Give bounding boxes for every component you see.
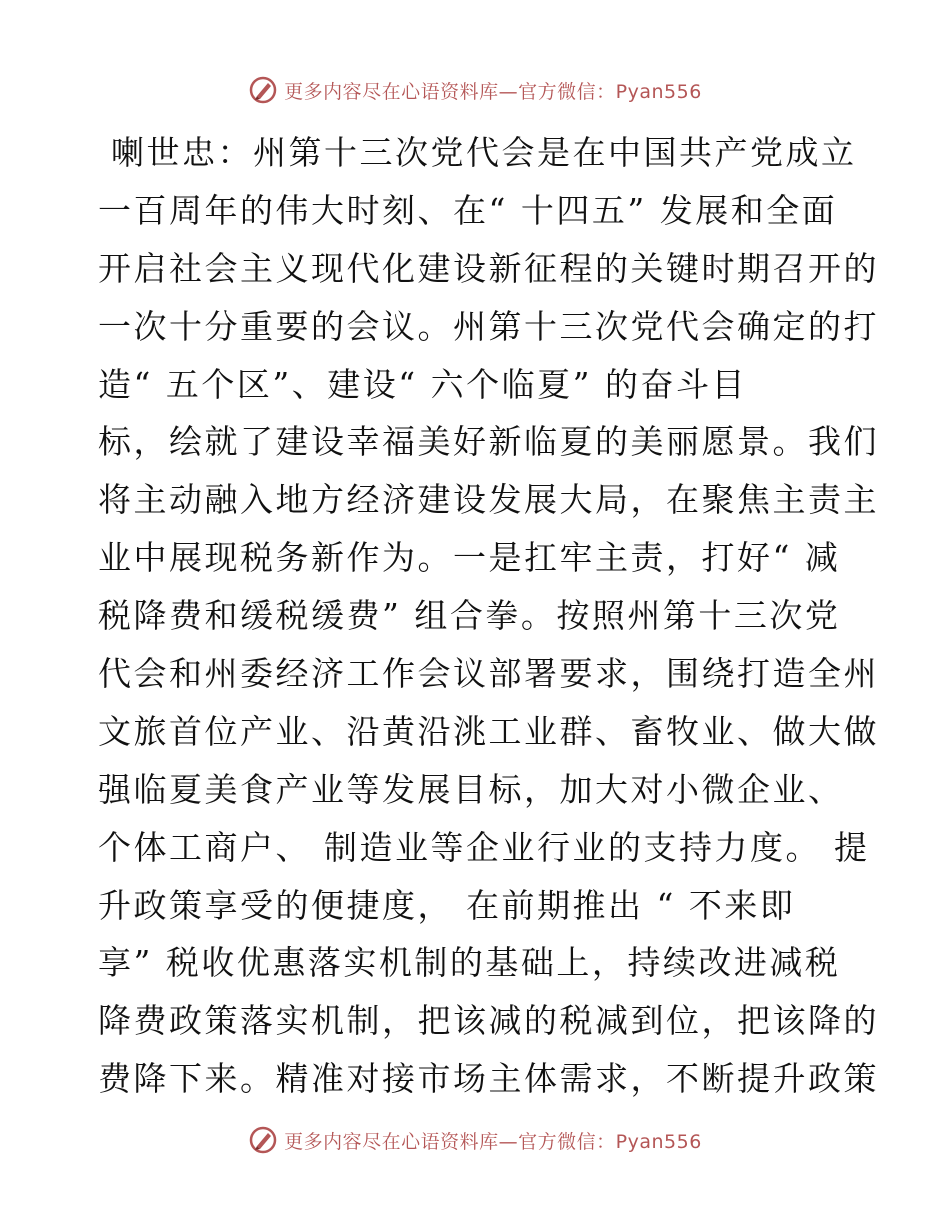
- text-line: 强临夏美食产业等发展目标，加大对小微企业、: [98, 769, 844, 809]
- text-line: 一次十分重要的会议。州第十三次党代会确定的打: [98, 306, 879, 346]
- watermark-text: 更多内容尽在心语资料库—官方微信：Pyan556: [284, 80, 702, 103]
- text-line: 造“ 五个区”、建设“ 六个临夏” 的奋斗目: [98, 364, 747, 404]
- footer-watermark: [0, 1120, 950, 1160]
- text-line: 代会和州委经济工作会议部署要求，围绕打造全州: [98, 654, 879, 694]
- text-line: 费降下来。精准对接市场主体需求，不断提升政策: [98, 1059, 879, 1099]
- document-body: [98, 124, 879, 1108]
- pen-logo-icon: [248, 1125, 278, 1155]
- watermark-text: 更多内容尽在心语资料库—官方微信：Pyan556: [284, 1130, 702, 1153]
- text-line: 业中展现税务新作为。一是扛牢主责，打好“ 减: [98, 538, 841, 578]
- text-line: 将主动融入地方经济建设发展大局，在聚焦主责主: [98, 480, 879, 520]
- text-line: 享” 税收优惠落实机制的基础上，持续改进减税: [98, 943, 841, 983]
- text-line: 标，绘就了建设幸福美好新临夏的美丽愿景。我们: [98, 422, 879, 462]
- pen-logo-icon: [248, 75, 278, 105]
- text-line: 降费政策落实机制，把该减的税减到位，把该降的: [98, 1001, 879, 1041]
- text-line: 开启社会主义现代化建设新征程的关键时期召开的: [98, 248, 879, 288]
- text-line: 税降费和缓税缓费” 组合拳。按照州第十三次党: [98, 596, 841, 636]
- text-line: 升政策享受的便捷度， 在前期推出 “ 不来即: [98, 885, 796, 925]
- text-line: 文旅首位产业、沿黄沿洮工业群、畜牧业、做大做: [98, 711, 879, 751]
- text-line: 个体工商户、 制造业等企业行业的支持力度。 提: [98, 827, 870, 867]
- text-line: 一百周年的伟大时刻、在“ 十四五” 发展和全面: [98, 190, 838, 230]
- text-line: 喇世忠：州第十三次党代会是在中国共产党成立: [98, 133, 857, 172]
- header-watermark: [0, 70, 950, 110]
